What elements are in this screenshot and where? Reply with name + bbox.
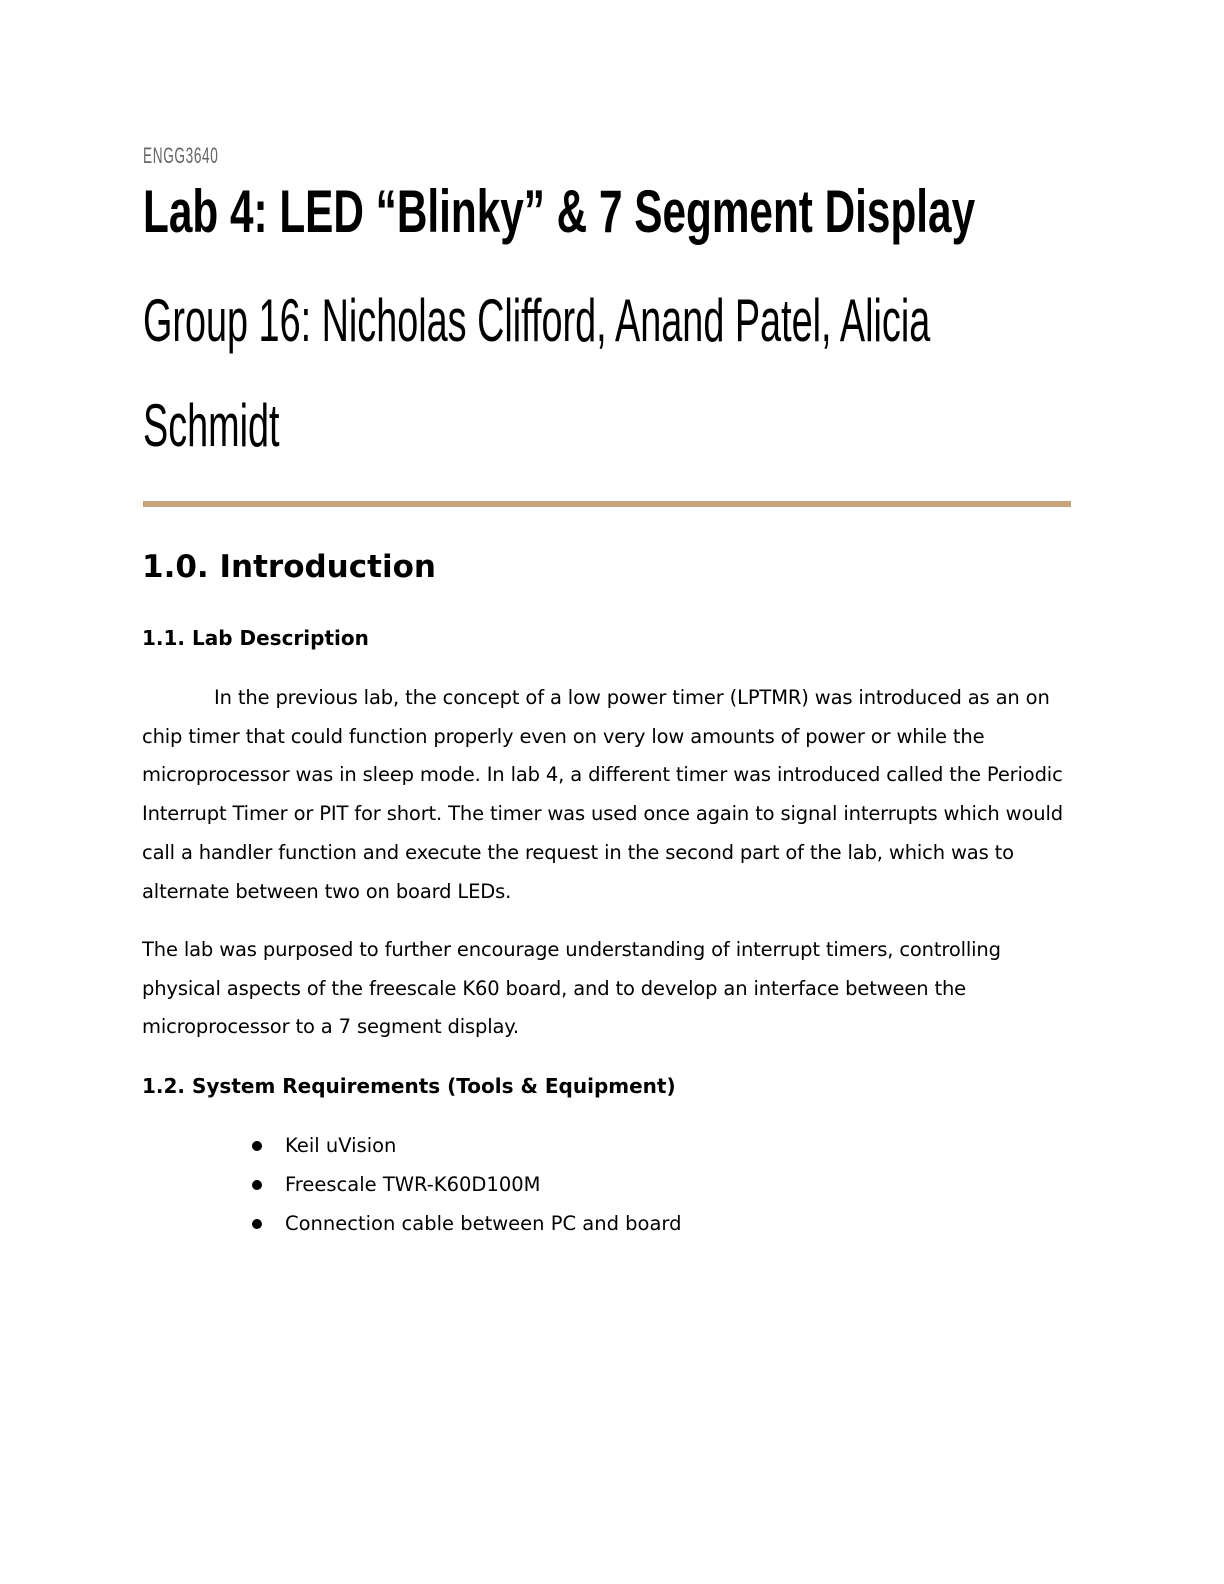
list-item-label: Freescale TWR-K60D100M bbox=[285, 1173, 541, 1196]
document-title: Lab 4: LED “Blinky” & 7 Segment Display bbox=[143, 178, 976, 245]
bullet-icon bbox=[252, 1180, 262, 1190]
bullet-icon bbox=[252, 1219, 262, 1229]
paragraph-lab-description-1: In the previous lab, the concept of a low power timer (LPTMR) was introduced as an on chip timer that could function properly even on very low amounts of power or while the microprocessor was in sleep mode. In lab 4, a different timer was introduced called the Periodic Interrupt Timer or PIT for short. The timer was used once again to signal interrupts which would call a handler function and execute the request in the second part of the lab, which was to alternate between two on board LEDs. bbox=[142, 686, 1063, 903]
list-item-label: Keil uVision bbox=[285, 1134, 397, 1157]
list-item-label: Connection cable between PC and board bbox=[285, 1212, 682, 1235]
paragraph-lab-description-2: The lab was purposed to further encourage understanding of interrupt timers, controlling physical aspects of the freescale K60 board, and to develop an interface between the microprocessor to a 7 segment display. bbox=[142, 938, 1001, 1039]
list-item bbox=[252, 1165, 681, 1204]
list-item bbox=[252, 1126, 681, 1165]
title-divider bbox=[143, 501, 1071, 507]
requirements-list bbox=[252, 1126, 681, 1243]
course-code: ENGG3640 bbox=[143, 143, 219, 168]
group-members: Group 16: Nicholas Clifford, Anand Patel, Alicia Schmidt bbox=[143, 287, 931, 459]
subsection-heading-system-requirements: 1.2. System Requirements (Tools & Equipment) bbox=[142, 1074, 676, 1098]
section-heading-introduction: 1.0. Introduction bbox=[142, 549, 436, 585]
subsection-heading-lab-description: 1.1. Lab Description bbox=[142, 626, 369, 650]
list-item bbox=[252, 1204, 681, 1243]
bullet-icon bbox=[252, 1141, 262, 1151]
